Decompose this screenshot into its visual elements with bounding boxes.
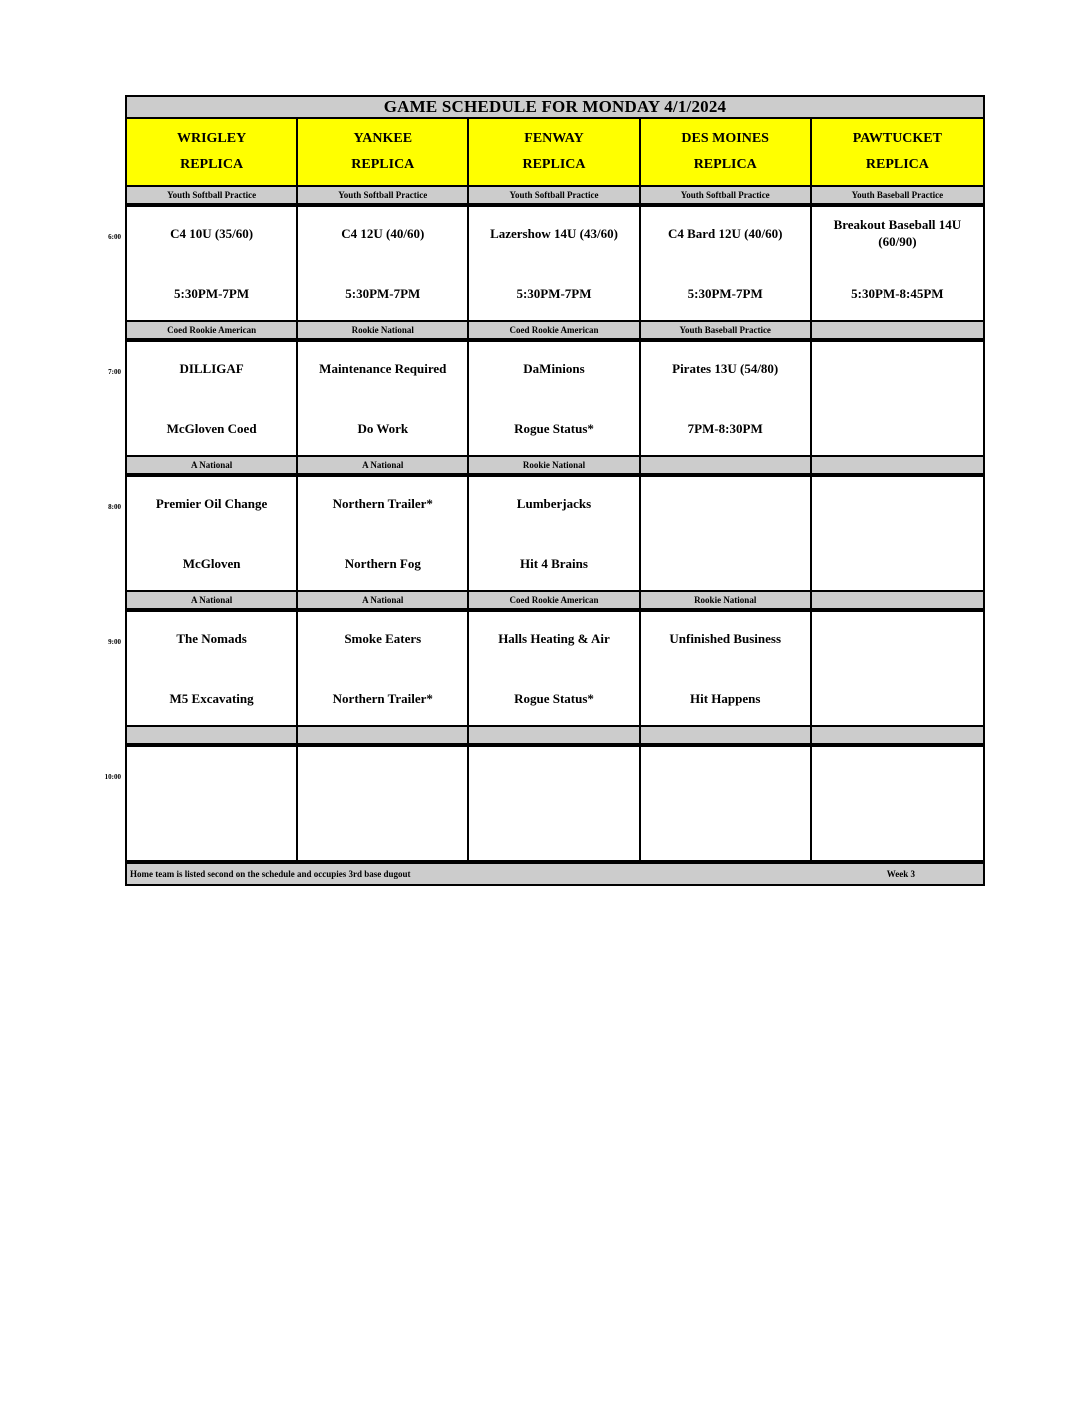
visiting-team: DaMinions <box>523 360 585 376</box>
game-cell <box>641 747 812 860</box>
division-label: A National <box>298 457 469 473</box>
game-cell <box>298 207 469 320</box>
game-row <box>125 205 985 322</box>
game-row <box>125 475 985 592</box>
game-cell <box>298 342 469 455</box>
time-slot-block <box>108 457 985 592</box>
visiting-team: C4 Bard 12U (40/60) <box>667 225 783 241</box>
home-team: Northern Fog <box>344 556 421 571</box>
time-label: 8:00 <box>108 503 121 511</box>
footer-note: Home team is listed second on the schedule and occupies 3rd base dugout <box>130 869 411 879</box>
game-cell <box>298 477 469 590</box>
venue-sub: REPLICA <box>351 157 415 172</box>
game-cell <box>127 477 298 590</box>
division-label <box>812 727 983 743</box>
time-slot-block <box>108 322 985 457</box>
venue-name: DES MOINES <box>681 131 769 146</box>
visiting-team: C4 12U (40/60) <box>341 225 425 241</box>
division-label: Youth Baseball Practice <box>641 322 812 338</box>
visiting-team <box>816 348 979 388</box>
division-label: A National <box>298 592 469 608</box>
home-team: 5:30PM-7PM <box>174 286 250 301</box>
division-label: Coed Rookie American <box>469 322 640 338</box>
schedule-sheet <box>104 95 985 886</box>
venue-sub: REPLICA <box>693 157 757 172</box>
visiting-team: Pirates 13U (54/80) <box>672 360 779 376</box>
game-cell <box>812 207 983 320</box>
visiting-team <box>816 483 979 523</box>
home-team: 5:30PM-7PM <box>687 286 763 301</box>
venue-name: FENWAY <box>524 131 584 146</box>
time-slot-block <box>108 592 985 727</box>
visiting-team: Northern Trailer* <box>332 495 433 511</box>
game-cell <box>812 747 983 860</box>
time-label: 10:00 <box>104 773 121 781</box>
time-slots <box>104 187 985 862</box>
week-label: Week 3 <box>886 869 915 879</box>
game-cell <box>641 477 812 590</box>
game-cell <box>812 477 983 590</box>
venue-header <box>641 119 812 185</box>
time-label: 7:00 <box>108 368 121 376</box>
time-slot-block <box>104 727 985 862</box>
game-cell <box>469 477 640 590</box>
visiting-team: C4 10U (35/60) <box>170 225 254 241</box>
division-row <box>125 457 985 475</box>
game-cell <box>469 207 640 320</box>
venue-header <box>298 119 469 185</box>
visiting-team <box>302 753 463 793</box>
home-team: M5 Excavating <box>169 691 254 706</box>
visiting-team: Halls Heating & Air <box>498 630 610 646</box>
game-row <box>125 340 985 457</box>
game-cell <box>469 342 640 455</box>
game-cell <box>127 342 298 455</box>
visiting-team: DILLIGAF <box>179 360 244 376</box>
home-team: 5:30PM-8:45PM <box>851 286 944 301</box>
game-cell <box>127 207 298 320</box>
visiting-team: Maintenance Required <box>319 360 447 376</box>
venue-sub: REPLICA <box>522 157 586 172</box>
division-label <box>641 457 812 473</box>
home-team: 5:30PM-7PM <box>516 286 592 301</box>
division-label <box>812 322 983 338</box>
footer-bar <box>125 862 985 886</box>
visiting-team: The Nomads <box>176 630 247 646</box>
division-row <box>125 322 985 340</box>
division-label: Coed Rookie American <box>127 322 298 338</box>
home-team: Do Work <box>357 421 409 436</box>
game-cell <box>469 612 640 725</box>
visiting-team: Lumberjacks <box>516 495 592 511</box>
game-cell <box>298 612 469 725</box>
game-cell <box>298 747 469 860</box>
game-cell <box>127 747 298 860</box>
venue-name: YANKEE <box>353 131 413 146</box>
home-team: McGloven Coed <box>166 421 257 436</box>
time-slot-block <box>108 187 985 322</box>
division-label: Coed Rookie American <box>469 592 640 608</box>
home-team: Northern Trailer* <box>332 691 433 706</box>
division-label <box>641 727 812 743</box>
venue-sub: REPLICA <box>865 157 929 172</box>
division-row <box>125 592 985 610</box>
game-cell <box>641 612 812 725</box>
division-label <box>298 727 469 743</box>
division-label: A National <box>127 592 298 608</box>
game-cell <box>469 747 640 860</box>
home-team: Rogue Status* <box>514 691 594 706</box>
home-team: Hit 4 Brains <box>520 556 588 571</box>
division-label: Rookie National <box>469 457 640 473</box>
home-team: 7PM-8:30PM <box>687 421 763 436</box>
venue-header <box>469 119 640 185</box>
visiting-team: Lazershow 14U (43/60) <box>490 225 618 241</box>
game-cell <box>641 342 812 455</box>
division-row <box>125 187 985 205</box>
division-label: Rookie National <box>641 592 812 608</box>
game-cell <box>127 612 298 725</box>
visiting-team <box>645 753 806 793</box>
division-label: Youth Softball Practice <box>641 187 812 203</box>
venue-sub: REPLICA <box>180 157 244 172</box>
time-label: 6:00 <box>108 233 121 241</box>
division-label: Youth Softball Practice <box>298 187 469 203</box>
venue-header <box>127 119 298 185</box>
division-label: Youth Softball Practice <box>469 187 640 203</box>
time-label: 9:00 <box>108 638 121 646</box>
home-team: McGloven <box>182 556 241 571</box>
visiting-team: Premier Oil Change <box>155 495 268 511</box>
venue-name: WRIGLEY <box>176 131 247 146</box>
visiting-team: Smoke Eaters <box>344 630 422 646</box>
division-label: Youth Baseball Practice <box>851 190 944 200</box>
game-cell <box>812 612 983 725</box>
visiting-team <box>816 753 979 793</box>
schedule-title: GAME SCHEDULE FOR MONDAY 4/1/2024 <box>125 95 985 119</box>
visiting-team <box>645 483 806 523</box>
venue-header-row <box>125 119 985 187</box>
division-row <box>125 727 985 745</box>
division-label: A National <box>127 457 298 473</box>
visiting-team <box>131 753 292 793</box>
game-cell <box>812 342 983 455</box>
visiting-team: Breakout Baseball 14U (60/90) <box>833 217 962 249</box>
division-label: Rookie National <box>298 322 469 338</box>
division-label <box>127 727 298 743</box>
home-team: Hit Happens <box>689 691 761 706</box>
game-row <box>125 745 985 862</box>
visiting-team <box>473 753 634 793</box>
game-row <box>125 610 985 727</box>
division-label <box>812 592 983 608</box>
visiting-team <box>816 618 979 658</box>
venue-name: PAWTUCKET <box>852 131 942 146</box>
division-label <box>469 727 640 743</box>
division-label <box>812 457 983 473</box>
game-cell <box>641 207 812 320</box>
venue-header <box>812 119 983 185</box>
visiting-team: Unfinished Business <box>669 630 782 646</box>
home-team: 5:30PM-7PM <box>345 286 421 301</box>
home-team: Rogue Status* <box>514 421 594 436</box>
division-label: Youth Softball Practice <box>127 187 298 203</box>
